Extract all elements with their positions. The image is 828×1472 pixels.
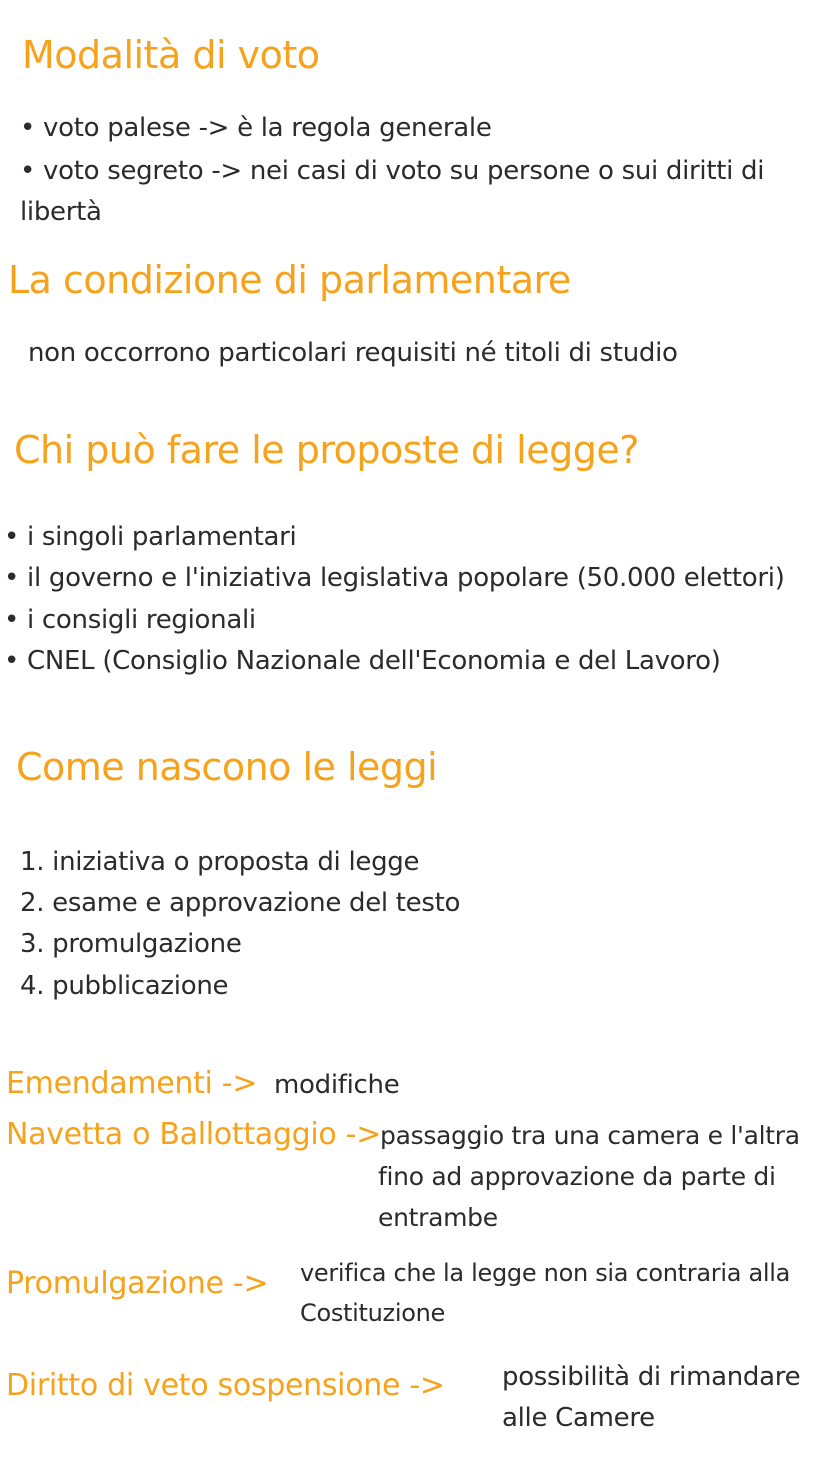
list-item-continuation: libertà	[20, 197, 102, 227]
term-navetta: Navetta o Ballottaggio ->	[6, 1117, 382, 1152]
list-item: • i consigli regionali	[4, 605, 256, 635]
term-veto: Diritto di veto sospensione ->	[6, 1368, 445, 1403]
section-title-leggi: Come nascono le leggi	[16, 745, 438, 789]
def-promulgazione-line: Costituzione	[300, 1299, 445, 1327]
def-emendamenti: modifiche	[274, 1070, 400, 1100]
def-navetta-line: entrambe	[378, 1203, 498, 1232]
step-item: 4. pubblicazione	[20, 971, 229, 1001]
def-promulgazione-line: verifica che la legge non sia contraria alla	[300, 1259, 790, 1287]
term-promulgazione: Promulgazione ->	[6, 1266, 269, 1301]
term-emendamenti: Emendamenti ->	[6, 1066, 258, 1101]
def-navetta-line: fino ad approvazione da parte di	[378, 1162, 776, 1191]
list-item: • CNEL (Consiglio Nazionale dell'Economia e del Lavoro)	[4, 646, 721, 676]
step-item: 1. iniziativa o proposta di legge	[20, 847, 420, 877]
list-item: • i singoli parlamentari	[4, 522, 296, 552]
list-item: • voto palese -> è la regola generale	[20, 113, 492, 143]
section-title-condizione: La condizione di parlamentare	[8, 258, 571, 302]
list-item: • il governo e l'iniziativa legislativa popolare (50.000 elettori)	[4, 563, 785, 593]
def-navetta-line: passaggio tra una camera e l'altra	[380, 1121, 800, 1150]
step-item: 3. promulgazione	[20, 929, 242, 959]
def-veto-line: possibilità di rimandare	[502, 1362, 801, 1392]
section-title-modalita: Modalità di voto	[22, 33, 320, 77]
section-title-proposte: Chi può fare le proposte di legge?	[14, 428, 639, 472]
def-veto-line: alle Camere	[502, 1403, 655, 1433]
condizione-text: non occorrono particolari requisiti né titoli di studio	[28, 338, 678, 368]
step-item: 2. esame e approvazione del testo	[20, 888, 461, 918]
list-item: • voto segreto -> nei casi di voto su persone o sui diritti di	[20, 156, 764, 186]
